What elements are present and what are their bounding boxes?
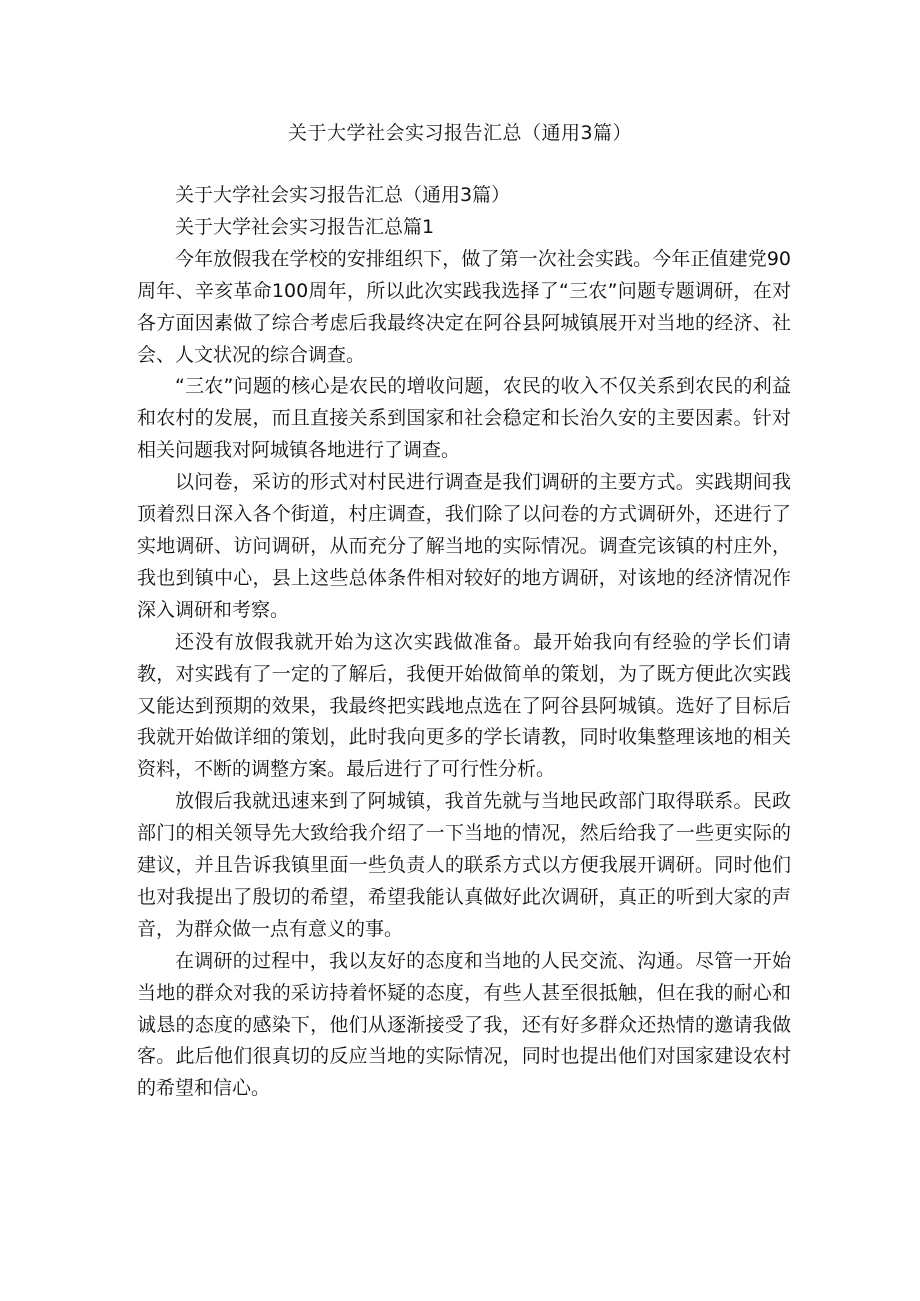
body-paragraph-2: “三农”问题的核心是农民的增收问题，农民的收入不仅关系到农民的利益和农村的发展，而且直接关系到国家和社会稳定和长治久安的主要因素。针对相关问题我对阿城镇各地进行了调查。 (137, 375, 791, 462)
document-title: 关于大学社会实习报告汇总（通用3篇） (287, 122, 633, 144)
body-paragraph-3: 以问卷，采访的形式对村民进行调查是我们调研的主要方式。实践期间我顶着烈日深入各个街道，村庄调查，我们除了以问卷的方式调研外，还进行了实地调研、访问调研，从而充分了解当地的实际情况。调查完该镇的村庄外，我也到镇中心，县上这些总体条件相对较好的地方调研，对该地的经济情况作深入调研和考察。 (137, 471, 791, 621)
subtitle-paragraph: 关于大学社会实习报告汇总（通用3篇） (175, 184, 511, 206)
body-paragraph-1: 今年放假我在学校的安排组织下，做了第一次社会实践。今年正值建党90周年、辛亥革命100周年，所以此次实践我选择了“三农”问题专题调研，在对各方面因素做了综合考虑后我最终决定在阿谷县阿城镇展开对当地的经济、社会、人文状况的综合调查。 (137, 247, 791, 366)
body-paragraph-6: 在调研的过程中，我以友好的态度和当地的人民交流、沟通。尽管一开始当地的群众对我的采访持着怀疑的态度，有些人甚至很抵触，但在我的耐心和诚恳的态度的感染下，他们从逐渐接受了我，还有好多群众还热情的邀请我做客。此后他们很真切的反应当地的实际情况，同时也提出他们对国家建设农村的希望和信心。 (137, 949, 791, 1100)
body-paragraph-4: 还没有放假我就开始为这次实践做准备。最开始我向有经验的学长们请教，对实践有了一定的了解后，我便开始做简单的策划，为了既方便此次实践又能达到预期的效果，我最终把实践地点选在了阿谷县阿城镇。选好了目标后我就开始做详细的策划，此时我向更多的学长请教，同时收集整理该地的相关资料，不断的调整方案。最后进行了可行性分析。 (137, 630, 791, 781)
body-paragraph-5: 放假后我就迅速来到了阿城镇，我首先就与当地民政部门取得联系。民政部门的相关领导先大致给我介绍了一下当地的情况，然后给我了一些更实际的建议，并且告诉我镇里面一些负责人的联系方式以方便我展开调研。同时他们也对我提出了殷切的希望，希望我能认真做好此次调研，真正的听到大家的声音，为群众做一点有意义的事。 (137, 790, 791, 940)
section-heading: 关于大学社会实习报告汇总篇1 (175, 215, 435, 238)
document-body (137, 180, 791, 1105)
